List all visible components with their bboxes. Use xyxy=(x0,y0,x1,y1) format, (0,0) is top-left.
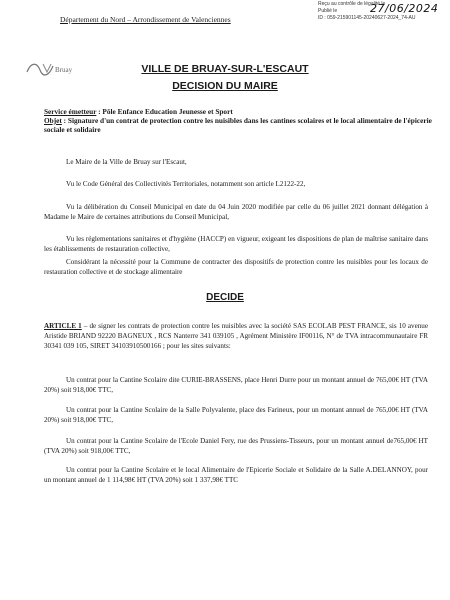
article-1-text: – de signer les contrats de protection contre les nuisibles avec la société SAS ECOLAB PEST FRANCE, sis 10 avenue Aristide BRIAND 92220 BAGNEUX , RCS Nanterre 341 039105 , Agrément Ministère IF00116, N° de TVA intracommunautaire FR 30341 039 105, SIRET 34103910500166 ; pour les sites suivants: xyxy=(44,322,428,350)
stamp-line-received: Reçu au contrôle de légalité le xyxy=(318,1,386,7)
paragraph-considerant: Considérant la nécessité pour la Commune de contracter des dispositifs de protection contre les nuisibles pour les locaux de restauration collective et de stockage alimentaire xyxy=(44,258,428,276)
contract-item: Un contrat pour la Cantine Scolaire dite CURIE-BRASSENS, place Henri Durre pour un montant annuel de 765,00€ HT (TVA 20%) soit 918,00€ TTC, xyxy=(44,376,428,394)
stamp-handwritten-date: 27/06/2024 xyxy=(370,2,439,15)
decide-heading: DECIDE xyxy=(206,292,244,303)
article-1 xyxy=(44,322,428,351)
svg-text:Bruay: Bruay xyxy=(55,66,73,74)
service-label: Service émetteur xyxy=(44,107,97,116)
commune-title: VILLE DE BRUAY-SUR-L'ESCAUT xyxy=(141,63,309,75)
header-department-line: Département du Nord – Arrondissement de Valenciennes xyxy=(60,15,231,24)
contract-item: Un contrat pour la Cantine Scolaire et le local Alimentaire de l'Epicerie Sociale et Solidaire de la Salle A.DELANNOY, pour un montant annuel de 1 114,98€ HT (TVA 20%) soit 1 337,98€ TTC xyxy=(44,466,428,484)
contract-item: Un contrat pour la Cantine Scolaire de la Salle Polyvalente, place des Farineux, pour un montant annuel de 765,00€ HT (TVA 20%) soit 918,00€ TTC, xyxy=(44,406,428,424)
paragraph-code-general: Vu le Code Général des Collectivités Territoriales, notamment son article L2122-22, xyxy=(66,180,306,188)
objet-label: Objet xyxy=(44,116,62,125)
service-block xyxy=(44,107,434,134)
paragraph-maire: Le Maire de la Ville de Bruay sur l'Escaut, xyxy=(66,158,187,166)
decision-title: DECISION DU MAIRE xyxy=(172,80,278,92)
stamp-line-id: ID : 059-215901145-20240627-2024_74-AU xyxy=(318,15,416,21)
legality-stamp xyxy=(318,1,446,41)
paragraph-deliberation: Vu la délibération du Conseil Municipal en date du 04 Juin 2020 modifiée par celle du 06 juillet 2021 donnant délégation à Madame le Maire de certaines attributions du Conseil Municipal, xyxy=(44,203,428,221)
article-1-label: ARTICLE 1 xyxy=(44,322,82,330)
objet-value: : Signature d'un contrat de protection contre les nuisibles dans les cantines scolaires et le local alimentaire de l'épicerie sociale et solidaire xyxy=(44,116,432,134)
contract-item: Un contrat pour la Cantine Scolaire de l'Ecole Daniel Fery, rue des Prussiens-Tisseurs, pour un montant annuel de765,00€ HT (TVA 20%) soit 918,00€ TTC, xyxy=(44,437,428,455)
service-value: : Pôle Enfance Education Jeunesse et Sport xyxy=(96,107,233,116)
paragraph-haccp: Vu les réglementations sanitaires et d'hygiène (HACCP) en vigueur, exigeant les dispositions de plan de maîtrise sanitaire dans les établissements de restauration collective, xyxy=(44,235,428,253)
stamp-line-published: Publié le xyxy=(318,8,338,14)
